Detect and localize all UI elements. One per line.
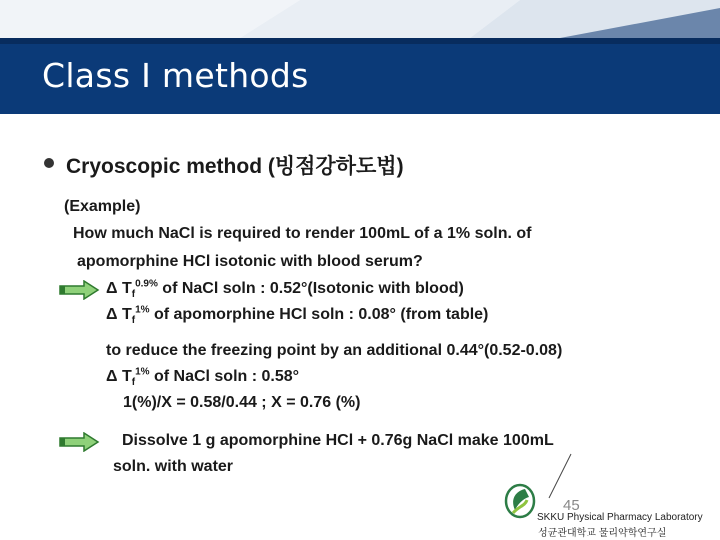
delta-symbol: Δ T [106, 368, 132, 385]
delta-sub: f [131, 377, 136, 389]
lab-logo-icon [503, 480, 537, 520]
title-bar-shade [0, 38, 720, 44]
dissolve-line-1: Dissolve 1 g apomorphine HCl + 0.76g NaCl make 100mL [122, 432, 554, 449]
bullet-icon [44, 158, 54, 168]
delta-sup: 1% [135, 366, 150, 378]
lab-name: SKKU Physical Pharmacy Laboratory [537, 512, 703, 523]
delta-sup: 1% [135, 304, 150, 316]
lab-name-korean: 성균관대학교 물리약학연구실 [538, 528, 667, 539]
header-pattern [0, 0, 720, 38]
delta-tf-nacl [106, 278, 464, 301]
delta-text: of apomorphine HCl soln : 0.08° (from table) [149, 306, 489, 323]
delta-tf-nacl-1pct [106, 366, 300, 389]
arrow-right-icon [58, 432, 100, 452]
pointer-line [540, 452, 580, 502]
example-label: (Example) [64, 198, 141, 215]
calc-line: 1(%)/X = 0.58/0.44 ; X = 0.76 (%) [123, 394, 361, 411]
delta-symbol: Δ T [106, 280, 132, 297]
header-decoration [0, 0, 720, 38]
delta-tf-apomorphine [106, 304, 489, 327]
delta-symbol: Δ T [106, 306, 132, 323]
delta-sub: f [131, 289, 136, 301]
question-line-2: apomorphine HCl isotonic with blood serum? [77, 253, 423, 270]
page-number: 45 [563, 497, 580, 514]
dissolve-line-2: soln. with water [113, 458, 234, 475]
question-line-1: How much NaCl is required to render 100mL of a 1% soln. of [73, 225, 532, 242]
bullet-heading [44, 150, 404, 180]
delta-sup: 0.9% [135, 278, 158, 290]
delta-text: of NaCl soln : 0.58° [149, 368, 300, 385]
delta-sub: f [131, 315, 136, 327]
reduce-line: to reduce the freezing point by an additional 0.44°(0.52-0.08) [106, 342, 563, 359]
delta-text: of NaCl soln : 0.52°(Isotonic with blood) [157, 280, 464, 297]
arrow-right-icon [58, 280, 100, 300]
page-title: Class I methods [42, 56, 309, 95]
bullet-text: Cryoscopic method (빙점강하도법) [66, 155, 404, 178]
